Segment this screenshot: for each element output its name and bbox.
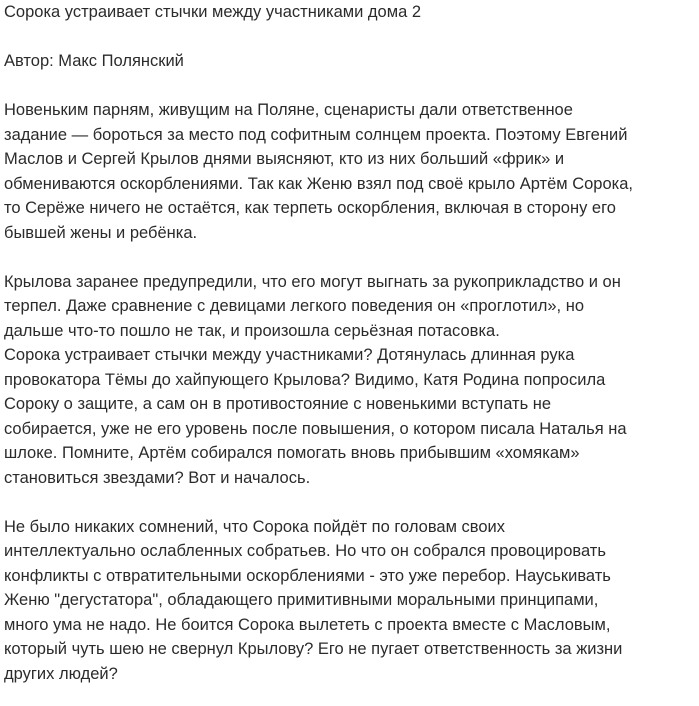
article-title: Сорока устраивает стычки между участниками дома 2: [4, 3, 422, 21]
article-body: [4, 0, 694, 686]
text-line: Сороку о защите, а сам он в противостояние с новенькими вступать не: [4, 395, 552, 413]
text-line: собирается, уже не его уровень после повышения, о котором писала Наталья на: [4, 419, 627, 438]
text-line: Женю "дегустатора", обладающего примитивными моральными принципами,: [4, 591, 599, 609]
paragraph-2: [4, 270, 694, 491]
spacer: [4, 245, 694, 270]
paragraph-1: [4, 98, 694, 245]
text-line: шлоке. Помните, Артём собирался помогать вновь прибывшим «хомякам»: [4, 444, 580, 462]
text-line: становиться звездами? Вот и началось.: [4, 468, 311, 487]
text-line: задание — бороться за место под софитным солнцем проекта. Поэтому Евгений: [4, 125, 628, 144]
text-line: много ума не надо. Не боится Сорока вылететь с проекта вместе с Масловым,: [4, 615, 611, 634]
text-line: который чуть шею не свернул Крылову? Его не пугает ответственность за жизни: [4, 640, 623, 658]
paragraph-3: [4, 515, 694, 687]
article-author: Автор: Макс Полянский: [4, 52, 184, 70]
text-line: дальше что-то пошло не так, и произошла серьёзная потасовка.: [4, 321, 500, 340]
text-line: терпел. Даже сравнение с девицами легкого поведения он «проглотил», но: [4, 297, 585, 315]
spacer: [4, 74, 694, 99]
text-line: Не было никаких сомнений, что Сорока пойдёт по головам своих: [4, 517, 505, 536]
text-line: Маслов и Сергей Крылов днями выясняют, кто из них больший «фрик» и: [4, 150, 565, 168]
text-line: Крылова заранее предупредили, что его могут выгнать за рукоприкладство и он: [4, 272, 621, 291]
spacer: [4, 490, 694, 515]
text-line: бывшей жены и ребёнка.: [4, 223, 198, 242]
text-line: интеллектуально ослабленных собратьев. Но что он собрался провоцировать: [4, 542, 606, 560]
text-line: других людей?: [4, 664, 118, 683]
text-line: Новеньким парням, живущим на Поляне, сценаристы дали ответственное: [4, 101, 573, 119]
text-line: конфликты с отвратительными оскорблениями - это уже перебор. Науськивать: [4, 566, 611, 585]
text-line: провокатора Тёмы до хайпующего Крылова? Видимо, Катя Родина попросила: [4, 370, 606, 389]
spacer: [4, 25, 694, 50]
text-line: то Серёже ничего не остаётся, как терпеть оскорбления, включая в сторону его: [4, 199, 616, 217]
text-line: Сорока устраивает стычки между участниками? Дотянулась длинная рука: [4, 346, 575, 364]
text-line: обмениваются оскорблениями. Так как Женю взял под своё крыло Артём Сорока,: [4, 174, 633, 193]
